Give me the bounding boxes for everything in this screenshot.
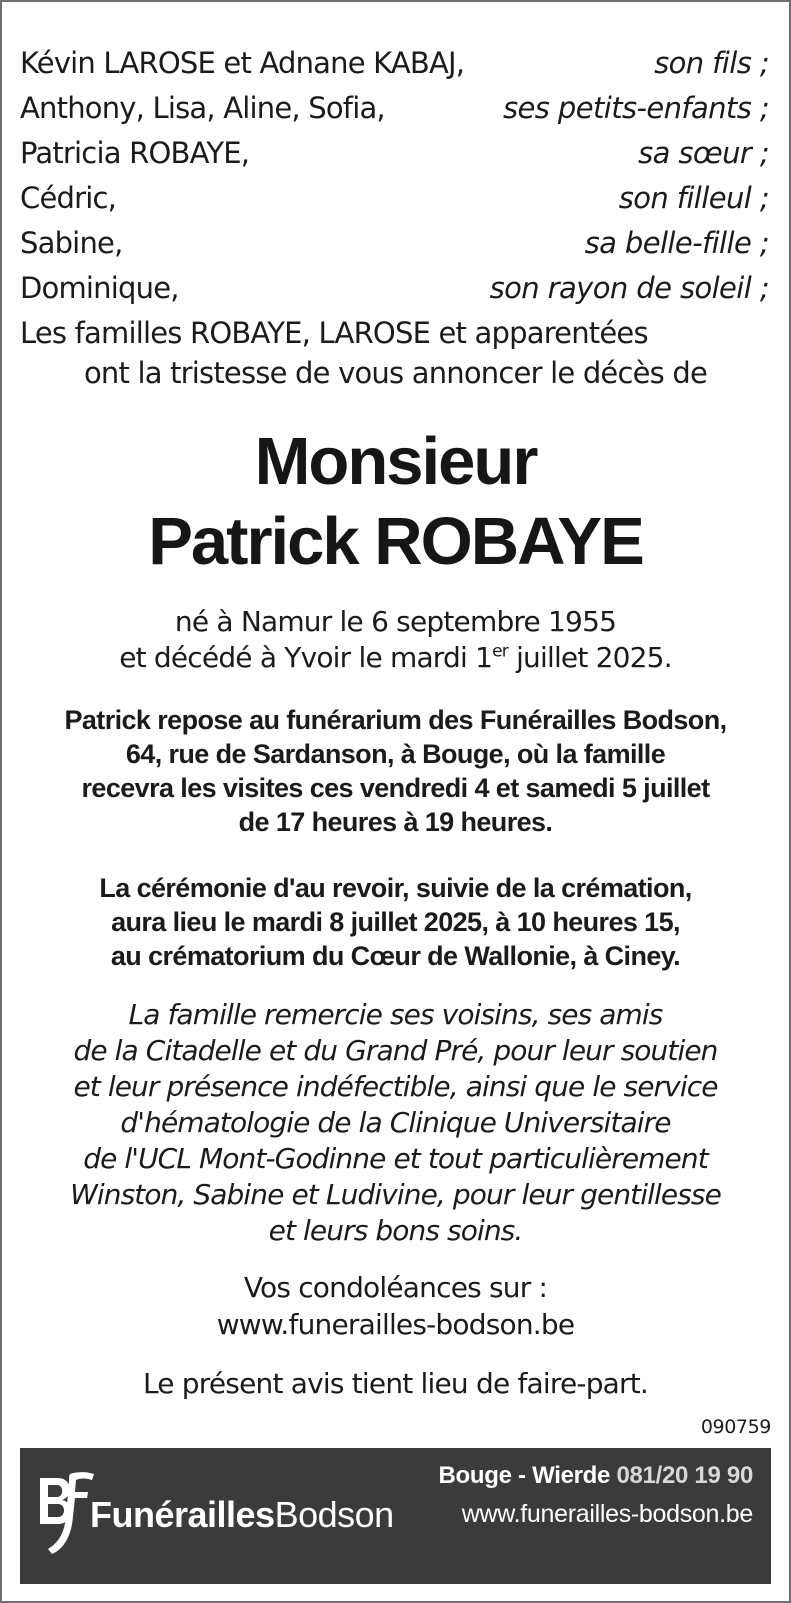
contact-line — [438, 1462, 753, 1490]
thanks-line: et leur présence indéfectible, ainsi que le service — [73, 1070, 718, 1103]
death-prefix: et décédé à Yvoir le mardi 1 — [119, 641, 493, 674]
ceremony-paragraph — [2, 871, 789, 973]
announcement-line: ont la tristesse de vous annoncer le décès de — [83, 356, 708, 390]
visits-line: recevra les visites ces vendredi 4 et samedi 5 juillet — [81, 773, 710, 803]
visits-line: 64, rue de Sardanson, à Bouge, où la famille — [125, 739, 666, 769]
reference-number: 090759 — [700, 1416, 771, 1438]
relative-role: son rayon de soleil ; — [489, 271, 769, 305]
relative-name: Dominique, — [20, 271, 179, 305]
thanks-line: et leurs bons soins. — [268, 1214, 523, 1247]
locations: Bouge - Wierde — [438, 1462, 611, 1489]
deceased-title: Monsieur — [254, 424, 537, 499]
death-ordinal: er — [492, 641, 508, 662]
death-suffix: juillet 2025. — [507, 641, 672, 674]
thanks-line: de la Citadelle et du Grand Pré, pour leur soutien — [73, 1034, 718, 1067]
thanks-line: d'hématologie de la Clinique Universitaire — [120, 1106, 671, 1139]
ceremony-line: au crématorium du Cœur de Wallonie, à Ciney. — [110, 941, 681, 971]
relative-row — [20, 41, 769, 86]
thanks-line: de l'UCL Mont-Godinne et tout particulièrement — [83, 1142, 708, 1175]
bf-logo-icon — [38, 1470, 98, 1558]
relatives-list — [20, 41, 769, 356]
relative-role: son fils ; — [654, 46, 769, 80]
thanks-line: La famille remercie ses voisins, ses amis — [128, 998, 663, 1031]
ceremony-line: La cérémonie d'au revoir, suivie de la crémation, — [99, 873, 692, 903]
relative-role: sa sœur ; — [638, 136, 769, 170]
footer-website[interactable]: www.funerailles-bodson.be — [461, 1500, 753, 1528]
birth-line: né à Namur le 6 septembre 1955 — [174, 605, 617, 638]
relative-name: Anthony, Lisa, Aline, Sofia, — [20, 91, 385, 125]
thanks-paragraph — [2, 997, 789, 1249]
relative-row — [20, 221, 769, 266]
brand-second: Bodson — [274, 1494, 394, 1535]
funeral-home-banner — [20, 1448, 771, 1584]
relative-name: Patricia ROBAYE, — [20, 136, 250, 170]
condolences-url[interactable]: www.funerailles-bodson.be — [216, 1308, 575, 1341]
condolences-block — [2, 1269, 789, 1343]
relative-row — [20, 176, 769, 221]
relative-role: sa belle-fille ; — [584, 226, 769, 260]
thanks-line: Winston, Sabine et Ludivine, pour leur gentillesse — [70, 1178, 721, 1211]
visits-line: Patrick repose au funérarium des Funérailles Bodson, — [64, 705, 727, 735]
ceremony-line: aura lieu le mardi 8 juillet 2025, à 10 heures 15, — [111, 907, 680, 937]
relative-name: Sabine, — [20, 226, 123, 260]
relative-row — [20, 131, 769, 176]
relative-name: Kévin LAROSE et Adnane KABAJ, — [20, 46, 465, 80]
death-line — [2, 640, 789, 676]
relative-name: Cédric, — [20, 181, 117, 215]
relative-row — [20, 86, 769, 131]
brand-wordmark — [90, 1494, 394, 1536]
condolences-label: Vos condoléances sur : — [243, 1271, 548, 1304]
faire-part-line: Le présent avis tient lieu de faire-part. — [142, 1367, 649, 1400]
deceased-heading — [2, 422, 789, 582]
brand-first: Funérailles — [90, 1494, 275, 1535]
relative-role: ses petits-enfants ; — [503, 91, 769, 125]
relative-row — [20, 266, 769, 311]
visits-line: de 17 heures à 19 heures. — [238, 807, 553, 837]
visits-paragraph — [2, 703, 789, 839]
phone-number[interactable]: 081/20 19 90 — [616, 1462, 753, 1489]
families-line: Les familles ROBAYE, LAROSE et apparentées — [20, 316, 648, 350]
life-dates — [2, 604, 789, 676]
deceased-name: Patrick ROBAYE — [148, 504, 643, 579]
relative-role: son filleul ; — [618, 181, 769, 215]
